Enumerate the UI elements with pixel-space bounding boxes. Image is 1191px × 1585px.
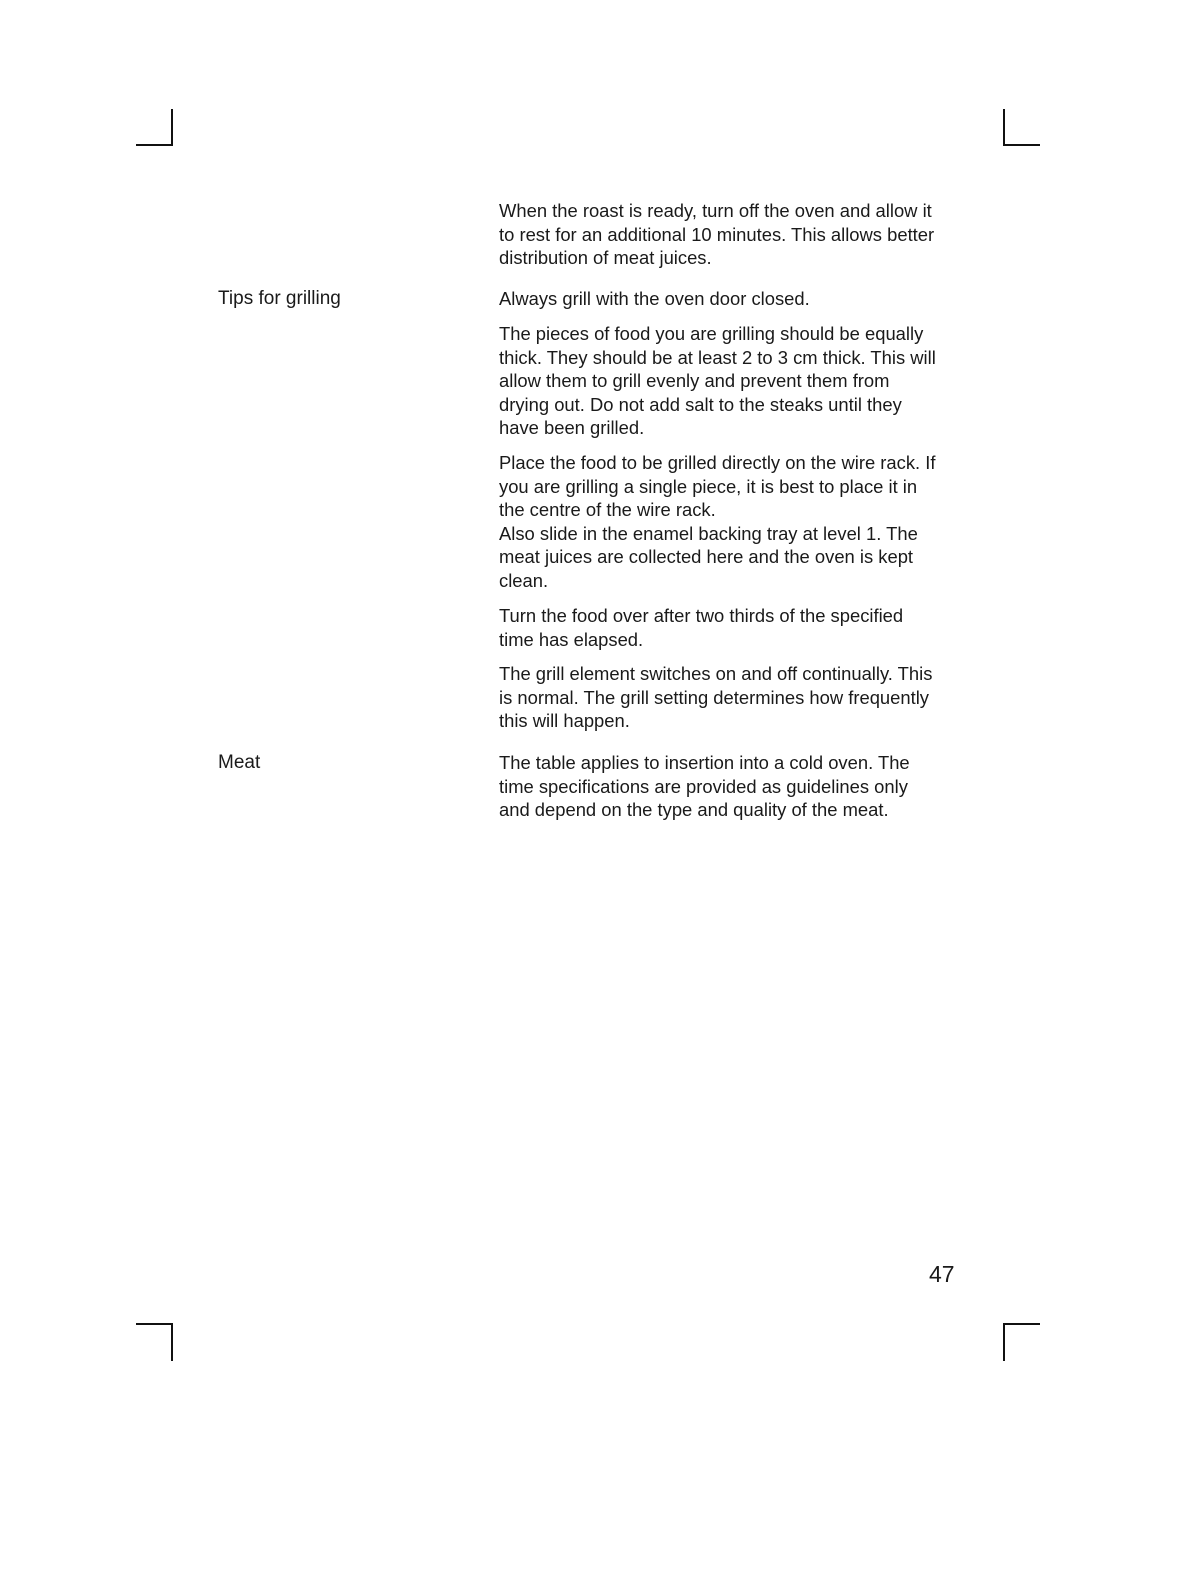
crop-mark-top-left-h	[136, 144, 173, 146]
crop-mark-top-right-v	[1003, 109, 1005, 146]
crop-mark-bottom-right-v	[1003, 1323, 1005, 1361]
crop-mark-top-right-h	[1003, 144, 1040, 146]
grilling-paragraph-turn-food: Turn the food over after two thirds of the specified time has elapsed.	[499, 605, 904, 650]
crop-mark-bottom-right-h	[1003, 1323, 1040, 1325]
crop-mark-top-left-v	[171, 109, 173, 146]
section-heading-tips-for-grilling: Tips for grilling	[218, 288, 341, 309]
crop-mark-bottom-left-h	[136, 1323, 173, 1325]
section-heading-meat: Meat	[218, 752, 261, 773]
grilling-paragraph-wire-rack: Place the food to be grilled directly on the wire rack. If you are grilling a single piece, it is best to place it in the centre of the wire rack. Also slide in the enamel backing tray at level 1. The meat juices are collected here and the oven is kept clean.	[499, 452, 936, 591]
crop-mark-bottom-left-v	[171, 1323, 173, 1361]
meat-paragraph: The table applies to insertion into a cold oven. The time specifications are provided as guidelines only and depend on the type and quality of the meat.	[499, 752, 910, 820]
grilling-paragraph-door-closed: Always grill with the oven door closed.	[499, 288, 810, 309]
page-number: 47	[929, 1261, 955, 1287]
grilling-paragraph-grill-element: The grill element switches on and off continually. This is normal. The grill setting determines how frequently this will happen.	[499, 663, 933, 731]
grilling-paragraph-thickness: The pieces of food you are grilling should be equally thick. They should be at least 2 to 3 cm thick. This will allow them to grill evenly and prevent them from drying out. Do not add salt to the steaks until they have been grilled.	[499, 323, 936, 438]
intro-paragraph: When the roast is ready, turn off the oven and allow it to rest for an additional 10 minutes. This allows better distribution of meat juices.	[499, 200, 935, 268]
